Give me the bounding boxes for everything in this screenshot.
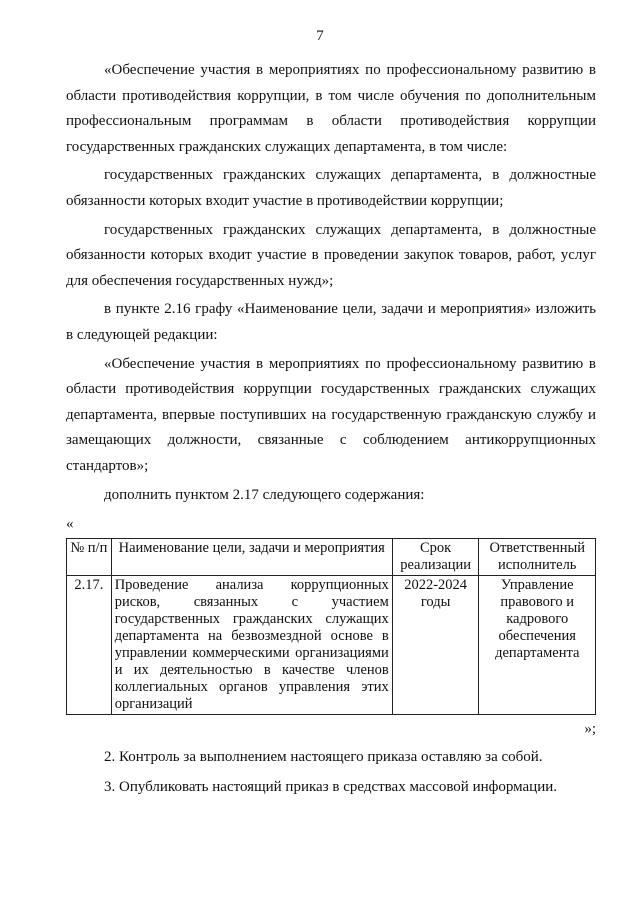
- table-header-row: [67, 539, 596, 576]
- paragraph-measure-quote-2: «Обеспечение участия в мероприятиях по профессиональному развитию в области противодействия коррупции государственных гражданских служащих департамента, впервые поступивших на государственную гражданскую службу и замещающих должности, связанные с соблюдением антикоррупционных стандартов»;: [66, 355, 596, 474]
- item-control: 2. Контроль за выполнением настоящего приказа оставляю за собой.: [104, 749, 543, 766]
- cell-term: 2022-2024 годы: [392, 576, 479, 715]
- cell-responsible: Управление правового и кадрового обеспечения департамента: [479, 576, 596, 715]
- quote-open: «: [66, 516, 74, 533]
- document-body: [66, 58, 596, 804]
- page-number: 7: [316, 28, 324, 44]
- paragraph-measure-quote-1: «Обеспечение участия в мероприятиях по профессиональному развитию в области противодействия коррупции, в том числе обучения по дополнительным профессиональным программам в области противодействия коррупции государственных гражданских служащих департамента, в том числе:: [66, 62, 596, 155]
- paragraph-add-item-2-17: дополнить пунктом 2.17 следующего содержания:: [104, 486, 425, 503]
- quote-close: »;: [584, 721, 596, 738]
- measures-table: [66, 538, 596, 715]
- header-term: Срок реализации: [392, 539, 479, 576]
- paragraph-item-2-16: в пункте 2.16 графу «Наименование цели, задачи и мероприятия» изложить в следующей редакции:: [66, 301, 596, 343]
- table-row: [67, 576, 596, 715]
- item-publish: 3. Опубликовать настоящий приказ в средствах массовой информации.: [104, 778, 558, 795]
- header-responsible: Ответственный исполнитель: [479, 539, 596, 576]
- cell-num: 2.17.: [67, 576, 112, 715]
- header-name: Наименование цели, задачи и мероприятия: [111, 539, 392, 576]
- cell-name: Проведение анализа коррупционных рисков, связанных с участием государственных гражданских служащих департамента на безвозмездной основе в управлении коммерческими организациями и их деятельностью в качестве членов коллегиальных органов управления этих организаций: [111, 576, 392, 715]
- paragraph-procurement-staff: государственных гражданских служащих департамента, в должностные обязанности которых входит участие в проведении закупок товаров, работ, услуг для обеспечения государственных нужд»;: [66, 221, 596, 289]
- header-num: № п/п: [67, 539, 112, 576]
- paragraph-anticorruption-staff: государственных гражданских служащих департамента, в должностные обязанности которых входит участие в противодействии коррупции;: [66, 167, 596, 209]
